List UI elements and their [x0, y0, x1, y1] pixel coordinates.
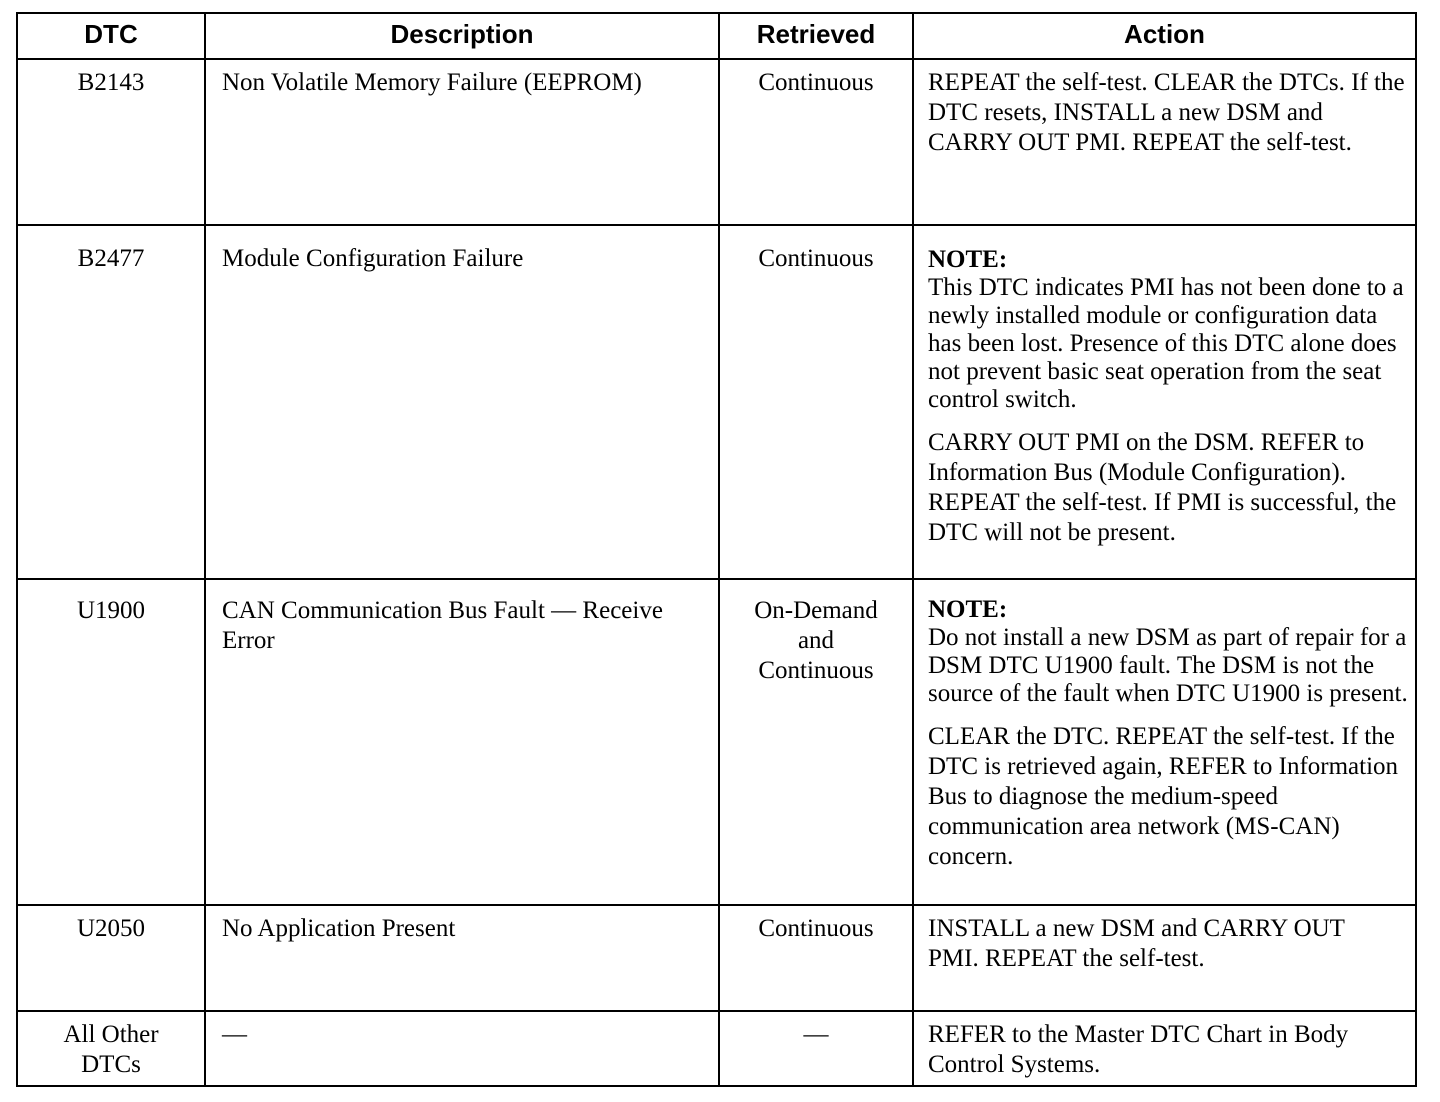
note-body: This DTC indicates PMI has not been done to a newly installed module or configuration data has been lost. Presence of this DTC alone does not prevent basic seat operation from the seat control switch. [928, 274, 1404, 413]
note-title: NOTE: [928, 596, 1008, 623]
header-description: Description [204, 14, 718, 58]
dtc-action: REFER to the Master DTC Chart in Body Control Systems. [928, 1021, 1349, 1078]
dtc-code: U2050 [76, 915, 146, 942]
dtc-action: CARRY OUT PMI on the DSM. REFER to Information Bus (Module Configuration). REPEAT the self-test. If PMI is successful, the DTC will not be present. [928, 429, 1397, 546]
dtc-description: No Application Present [222, 915, 456, 942]
dtc-retrieved: — [803, 1021, 829, 1048]
dtc-action: REPEAT the self-test. CLEAR the DTCs. If the DTC resets, INSTALL a new DSM and CARRY OUT PMI. REPEAT the self-test. [928, 69, 1405, 156]
dtc-code: B2143 [77, 69, 145, 96]
header-dtc: DTC [84, 19, 138, 49]
header-action: Action [912, 14, 1415, 58]
dtc-code: All Other DTCs [63, 1021, 159, 1078]
dtc-retrieved: Continuous [758, 915, 874, 942]
dtc-description: — [222, 1021, 247, 1048]
table-row [18, 1010, 1415, 1085]
dtc-action: CLEAR the DTC. REPEAT the self-test. If the DTC is retrieved again, REFER to Information Bus to diagnose the medium-speed communication area network (MS-CAN) concern. [928, 723, 1399, 870]
dtc-code: U1900 [76, 597, 146, 624]
note-body: Do not install a new DSM as part of repair for a DSM DTC U1900 fault. The DSM is not the source of the fault when DTC U1900 is present. [928, 624, 1408, 707]
table-row [18, 58, 1415, 224]
table-row [18, 224, 1415, 578]
dtc-description: CAN Communication Bus Fault — Receive Error [222, 597, 663, 654]
dtc-retrieved: On-Demand and Continuous [754, 597, 878, 684]
header-retrieved: Retrieved [718, 14, 912, 58]
dtc-retrieved: Continuous [758, 245, 874, 272]
dtc-action: INSTALL a new DSM and CARRY OUT PMI. REPEAT the self-test. [928, 915, 1345, 972]
table-row [18, 578, 1415, 904]
table-row [18, 904, 1415, 1010]
dtc-description: Non Volatile Memory Failure (EEPROM) [222, 69, 642, 96]
note-title: NOTE: [928, 246, 1008, 273]
table-header-row [18, 14, 1415, 58]
dtc-code: B2477 [77, 245, 145, 272]
dtc-retrieved: Continuous [758, 69, 874, 96]
dtc-table [16, 12, 1417, 1087]
dtc-description: Module Configuration Failure [222, 245, 524, 272]
